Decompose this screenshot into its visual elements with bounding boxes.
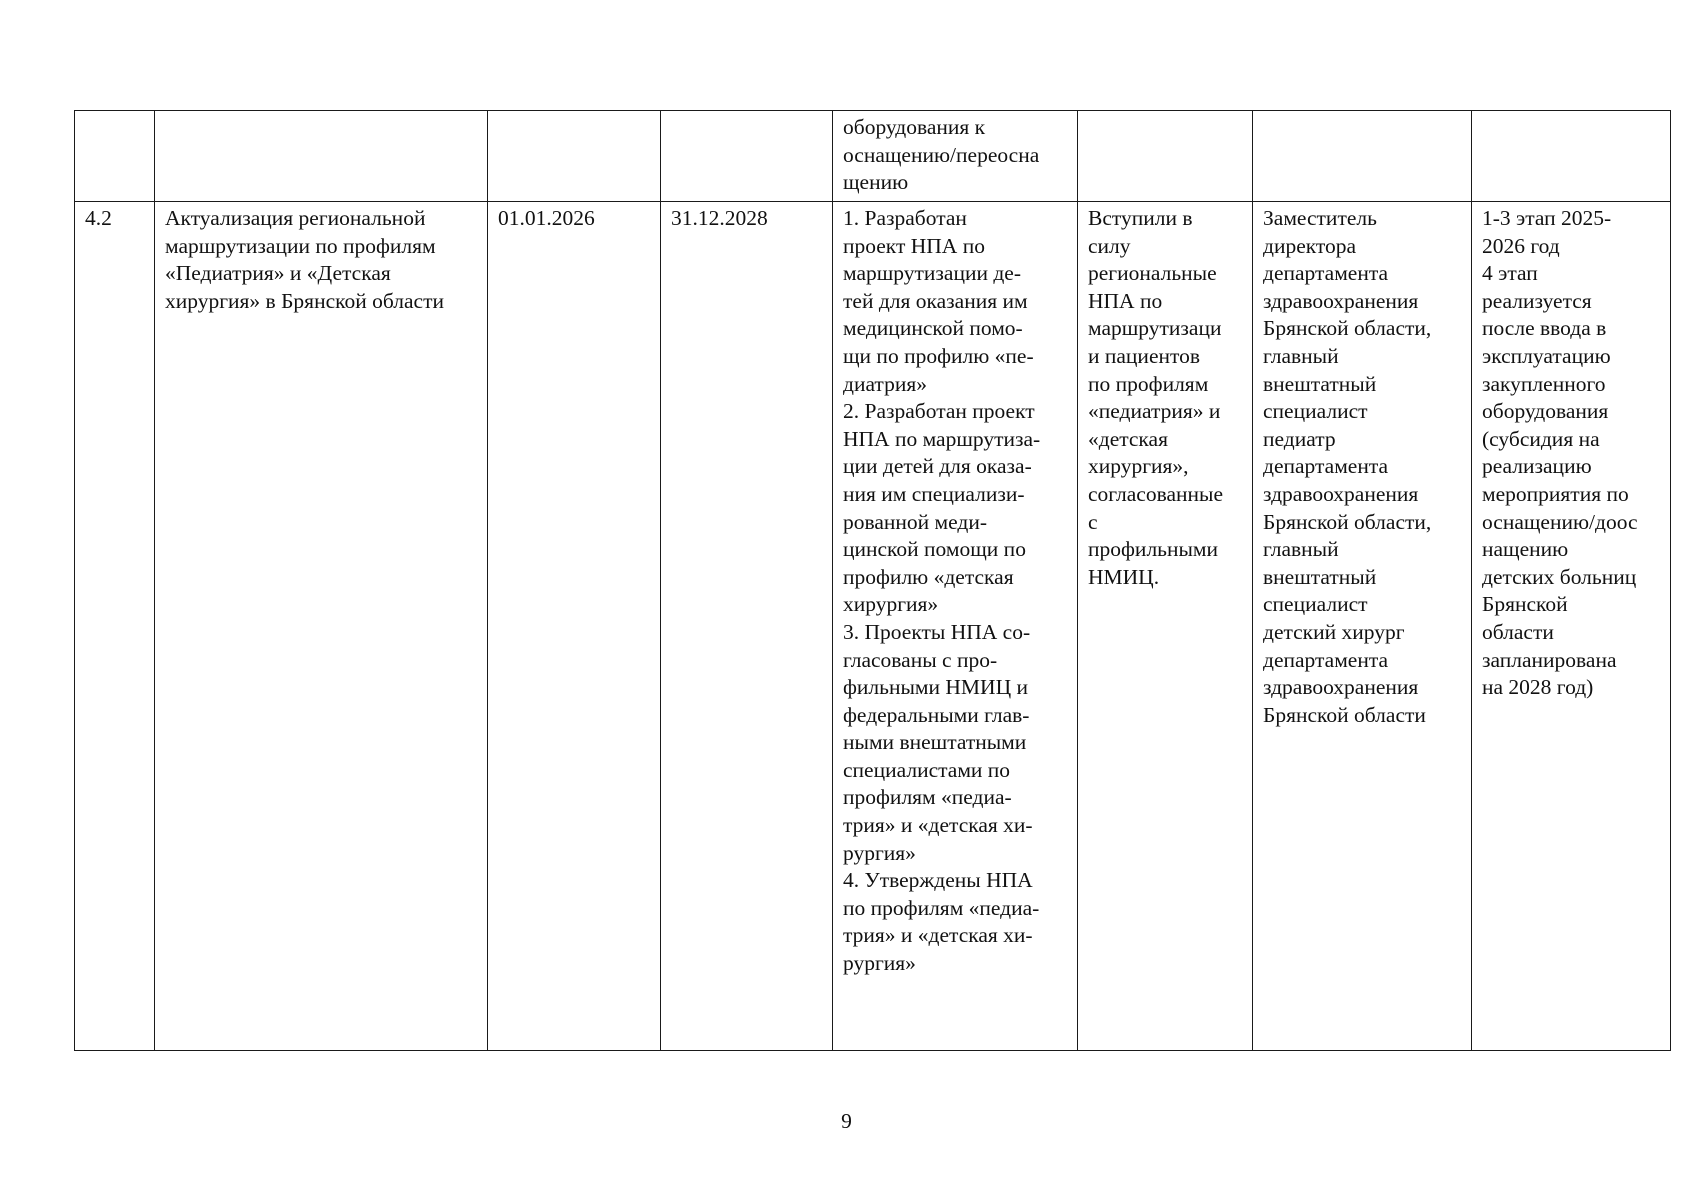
cell-start-date: 01.01.2026 xyxy=(488,202,661,1051)
cell-indicator xyxy=(1078,111,1253,202)
cell-result: 1. Разработан проект НПА по маршрутизации де- тей для оказания им медицинской помо- щи по профилю «пе- диатрия» 2. Разработан проект НПА по маршрутиза- ции детей для оказа- ния им специализи- рованной меди- цинской помощи по профилю «детская хирургия» 3. Проекты НПА со- гласованы с про- фильными НМИЦ и федеральными глав- ными внештатными специалистами по профилям «педиа- трия» и «детская хи- рургия» 4. Утверждены НПА по профилям «педиа- трия» и «детская хи- рургия» xyxy=(833,202,1078,1051)
cell-responsible: Заместитель директора департамента здравоохранения Брянской области, главный внештатный специалист педиатр департамента здравоохранения Брянской области, главный внештатный специалист детский хирург департамента здравоохранения Брянской области xyxy=(1253,202,1472,1051)
cell-responsible xyxy=(1253,111,1472,202)
cell-end-date: 31.12.2028 xyxy=(661,202,833,1051)
table-row-continuation xyxy=(75,111,1671,202)
cell-end-date xyxy=(661,111,833,202)
cell-name: Актуализация региональной маршрутизации по профилям «Педиатрия» и «Детская хирургия» в Брянской области xyxy=(155,202,488,1051)
cell-result: оборудования к оснащению/переосна щению xyxy=(833,111,1078,202)
cell-num xyxy=(75,111,155,202)
cell-indicator: Вступили в силу региональные НПА по маршрутизаци и пациентов по профилям «педиатрия» и «детская хирургия», согласованные с профильными НМИЦ. xyxy=(1078,202,1253,1051)
measures-table xyxy=(74,110,1671,1051)
cell-num: 4.2 xyxy=(75,202,155,1051)
cell-start-date xyxy=(488,111,661,202)
cell-name xyxy=(155,111,488,202)
cell-note xyxy=(1472,111,1671,202)
cell-note: 1-3 этап 2025- 2026 год 4 этап реализуется после ввода в эксплуатацию закупленного оборудования (субсидия на реализацию мероприятия по оснащению/доос нащению детских больниц Брянской области запланирована на 2028 год) xyxy=(1472,202,1671,1051)
table-row-4-2 xyxy=(75,202,1671,1051)
page-number: 9 xyxy=(841,1109,852,1133)
